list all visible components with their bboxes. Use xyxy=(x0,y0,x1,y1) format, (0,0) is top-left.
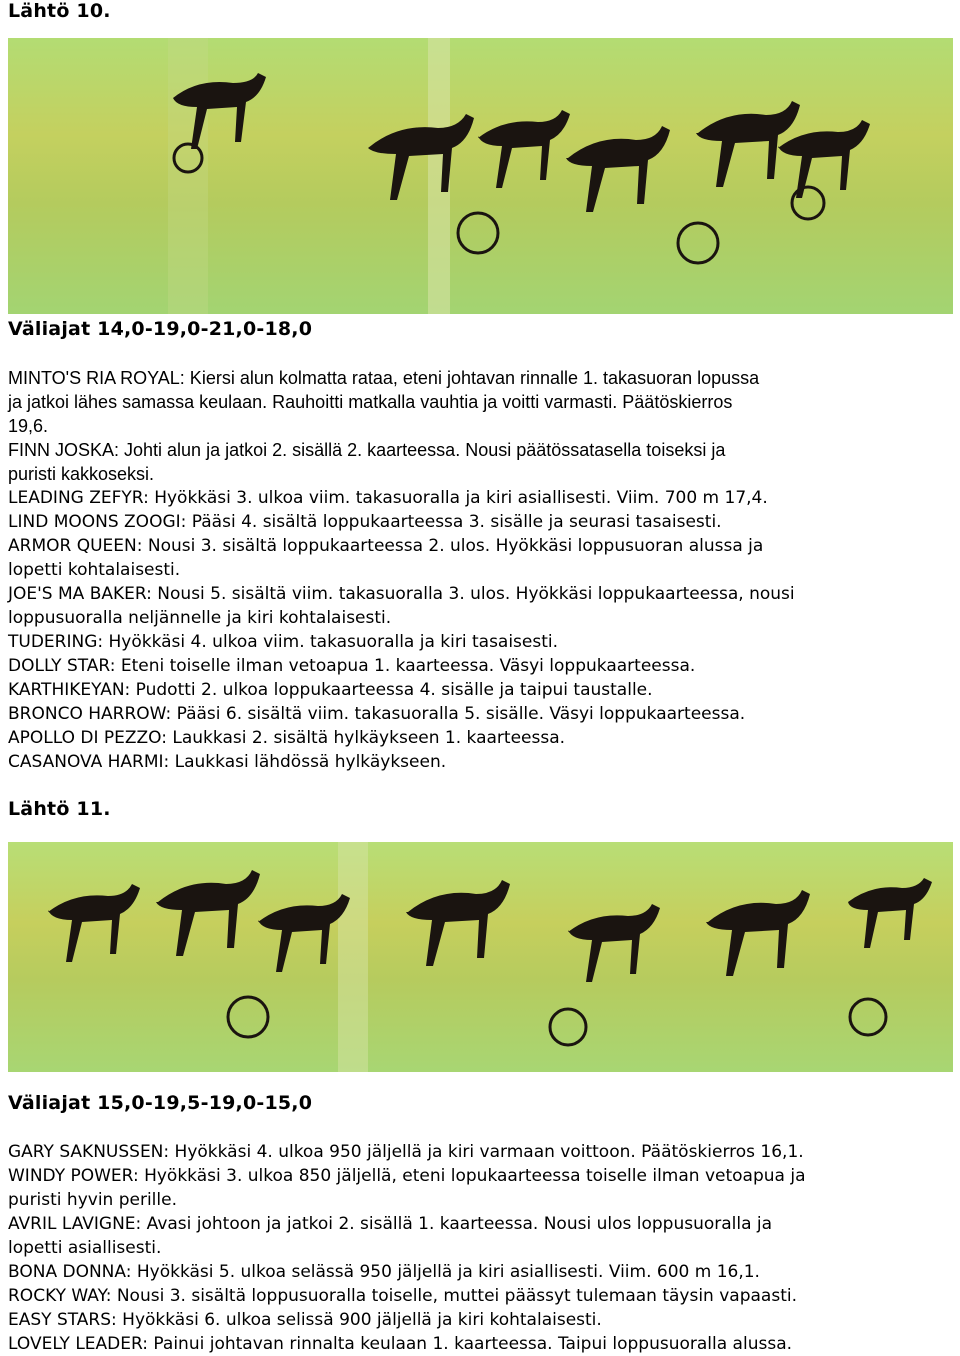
comment-line: puristi hyvin perille. xyxy=(8,1190,177,1210)
comment-line: lopetti kohtalaisesti. xyxy=(8,560,181,580)
comment-line: CASANOVA HARMI: Laukkasi lähdössä hylkäykseen. xyxy=(8,752,447,772)
comment-line: ROCKY WAY: Nousi 3. sisältä loppusuoralla toiselle, muttei päässyt tulemaan täysin vapaasti. xyxy=(8,1286,797,1306)
race11-splits: Väliajat 15,0-19,5-19,0-15,0 xyxy=(8,1092,313,1114)
comment-line: LIND MOONS ZOOGI: Pääsi 4. sisältä loppukaarteessa 3. sisälle ja seurasi tasaisesti. xyxy=(8,512,722,532)
comment-line: ja jatkoi lähes samassa keulaan. Rauhoitti matkalla vauhtia ja voitti varmasti. Päätöskierros xyxy=(8,392,733,412)
comment-line: AVRIL LAVIGNE: Avasi johtoon ja jatkoi 2. sisällä 1. kaarteessa. Nousi ulos loppusuoralla ja xyxy=(8,1214,773,1234)
comment-line: EASY STARS: Hyökkäsi 6. ulkoa selissä 900 jäljellä ja kiri kohtalaisesti. xyxy=(8,1310,602,1330)
comment-line: FINN JOSKA: Johti alun ja jatkoi 2. sisällä 2. kaarteessa. Nousi päätössatasella toiseksi ja xyxy=(8,440,726,460)
comment-line: JOE'S MA BAKER: Nousi 5. sisältä viim. takasuoralla 3. ulos. Hyökkäsi loppukaarteessa, nousi xyxy=(8,584,795,604)
comment-line: BONA DONNA: Hyökkäsi 5. ulkoa selässä 950 jäljellä ja kiri asiallisesti. Viim. 600 m 16,1. xyxy=(8,1262,760,1282)
race10-title: Lähtö 10. xyxy=(8,0,111,22)
comment-line: loppusuoralla neljännelle ja kiri kohtalaisesti. xyxy=(8,608,392,628)
comment-line: TUDERING: Hyökkäsi 4. ulkoa viim. takasuoralla ja kiri tasaisesti. xyxy=(8,632,559,652)
comment-line: DOLLY STAR: Eteni toiselle ilman vetoapua 1. kaarteessa. Väsyi loppukaarteessa. xyxy=(8,656,696,676)
comment-line: MINTO'S RIA ROYAL: Kiersi alun kolmatta rataa, eteni johtavan rinnalle 1. takasuoran lopussa xyxy=(8,368,760,388)
comment-line: APOLLO DI PEZZO: Laukkasi 2. sisältä hylkäykseen 1. kaarteessa. xyxy=(8,728,566,748)
race10-comments xyxy=(8,366,953,774)
comment-line: BRONCO HARROW: Pääsi 6. sisältä viim. takasuoralla 5. sisälle. Väsyi loppukaarteessa. xyxy=(8,704,746,724)
comment-line: KARTHIKEYAN: Pudotti 2. ulkoa loppukaarteessa 4. sisälle ja taipui taustalle. xyxy=(8,680,653,700)
comment-line: puristi kakkoseksi. xyxy=(8,464,155,484)
comment-line: ARMOR QUEEN: Nousi 3. sisältä loppukaarteessa 2. ulos. Hyökkäsi loppusuoran alussa ja xyxy=(8,536,764,556)
comment-line: LOVELY LEADER: Painui johtavan rinnalta keulaan 1. kaarteessa. Taipui loppusuoralla alussa. xyxy=(8,1334,793,1354)
race11-comments xyxy=(8,1140,953,1356)
comment-line: 19,6. xyxy=(8,416,49,436)
comment-line: LEADING ZEFYR: Hyökkäsi 3. ulkoa viim. takasuoralla ja kiri asiallisesti. Viim. 700 m 17,4. xyxy=(8,488,768,508)
comment-line: lopetti asiallisesti. xyxy=(8,1238,162,1258)
comment-line: WINDY POWER: Hyökkäsi 3. ulkoa 850 jäljellä, eteni lopukaarteessa toiselle ilman vetoapua ja xyxy=(8,1166,806,1186)
comment-line: GARY SAKNUSSEN: Hyökkäsi 4. ulkoa 950 jäljellä ja kiri varmaan voittoon. Päätöskierros 16,1. xyxy=(8,1142,804,1162)
race11-title: Lähtö 11. xyxy=(8,798,111,820)
race10-photo-finish-image xyxy=(8,38,953,346)
race10-splits: Väliajat 14,0-19,0-21,0-18,0 xyxy=(8,318,313,340)
